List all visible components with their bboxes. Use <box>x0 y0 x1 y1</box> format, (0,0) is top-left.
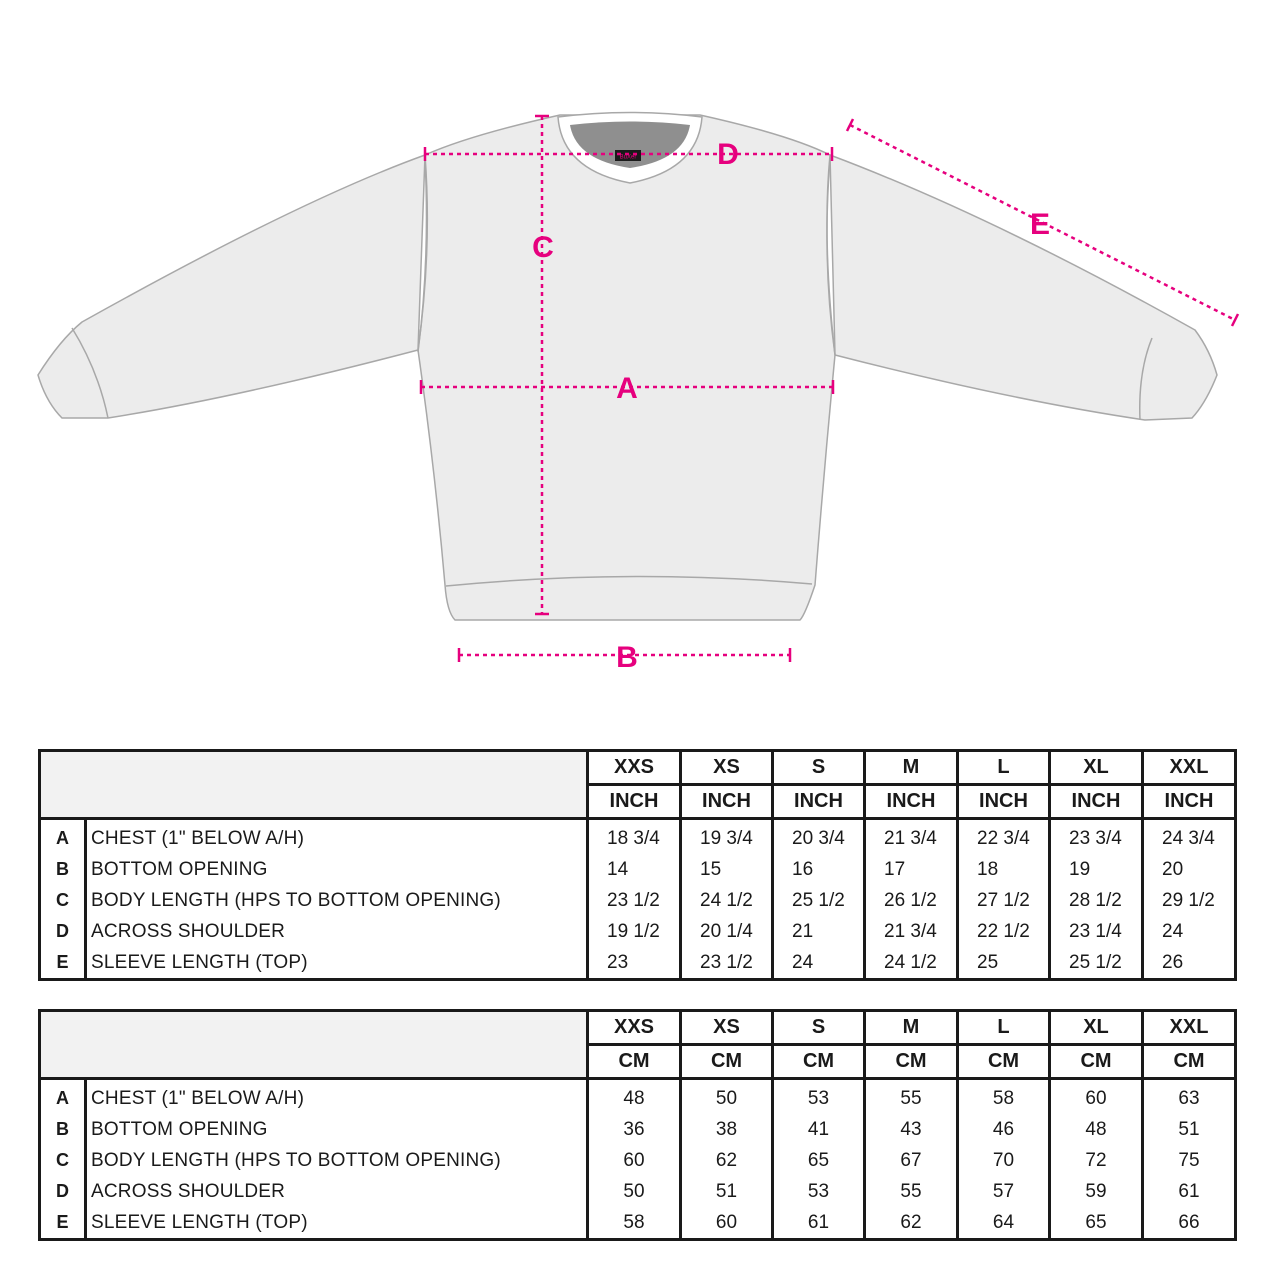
table-cell: 67 <box>865 1145 958 1176</box>
table-cell: 22 1/2 <box>958 916 1050 947</box>
size-header-row <box>40 1011 1236 1045</box>
table-cell: 24 <box>1162 920 1184 942</box>
table-cell: 17 <box>865 854 958 885</box>
table-cell: 28 1/2 <box>1050 885 1143 916</box>
table-cell: 50 <box>588 1176 681 1207</box>
unit-header: CM <box>958 1045 1050 1079</box>
table-cell: 24 1/2 <box>681 885 773 916</box>
table-cell: 19 1/2 <box>588 916 681 947</box>
table-cell: 18 <box>958 854 1050 885</box>
table-cell: 24 1/2 <box>865 947 958 980</box>
table-cell: 60 <box>681 1207 773 1240</box>
unit-header: CM <box>1050 1045 1143 1079</box>
table-cell: 26 <box>1162 951 1184 973</box>
table-cell: 38 <box>681 1114 773 1145</box>
table-cell: 21 <box>773 916 865 947</box>
row-letter: C <box>40 885 86 916</box>
row-letter: B <box>40 854 86 885</box>
table-cell: 55 <box>865 1176 958 1207</box>
table-cell: 23 <box>588 947 681 980</box>
size-header: XXL <box>1143 751 1236 785</box>
table-cell: 61 <box>1178 1180 1200 1202</box>
size-header: XS <box>681 751 773 785</box>
table-cell: 55 <box>865 1079 958 1115</box>
table-cell: 23 1/2 <box>588 885 681 916</box>
table-row <box>40 947 1236 980</box>
unit-header: INCH <box>958 785 1050 819</box>
table-cell: 24 <box>773 947 865 980</box>
table-row <box>40 819 1236 855</box>
table-cell: 20 1/4 <box>681 916 773 947</box>
table-cell: 51 <box>1178 1118 1200 1140</box>
size-header: XXS <box>588 751 681 785</box>
table-cell: 57 <box>958 1176 1050 1207</box>
table-row <box>40 1079 1236 1115</box>
table-cell: 58 <box>588 1207 681 1240</box>
table-corner <box>40 1011 588 1079</box>
table-cell: 23 1/2 <box>681 947 773 980</box>
row-letter: D <box>40 1176 86 1207</box>
table-cell: 65 <box>773 1145 865 1176</box>
table-row <box>40 854 1236 885</box>
sweatshirt-illustration <box>38 113 1217 621</box>
table-cell: 59 <box>1050 1176 1143 1207</box>
table-cell: 25 1/2 <box>1050 947 1143 980</box>
dim-label-d: D <box>717 138 739 171</box>
row-letter: E <box>40 1207 86 1240</box>
row-label: SLEEVE LENGTH (TOP) <box>86 947 588 980</box>
table-cell: 27 1/2 <box>958 885 1050 916</box>
table-cell: 50 <box>681 1079 773 1115</box>
table-row <box>40 1207 1236 1240</box>
size-header: L <box>958 751 1050 785</box>
table-cell: 62 <box>865 1207 958 1240</box>
row-label: BOTTOM OPENING <box>86 1114 588 1145</box>
table-cell: 66 <box>1178 1211 1200 1233</box>
table-cell: 20 3/4 <box>773 819 865 855</box>
neck-tape-label: BuXer <box>619 154 637 161</box>
row-label: CHEST (1" BELOW A/H) <box>86 819 588 855</box>
table-cell: 46 <box>958 1114 1050 1145</box>
table-cell: 58 <box>958 1079 1050 1115</box>
table-cell: 48 <box>588 1079 681 1115</box>
table-cell: 72 <box>1050 1145 1143 1176</box>
table-cell: 41 <box>773 1114 865 1145</box>
table-corner <box>40 751 588 819</box>
table-cell: 15 <box>681 854 773 885</box>
table-row <box>40 1145 1236 1176</box>
table-cell: 62 <box>681 1145 773 1176</box>
row-letter: D <box>40 916 86 947</box>
unit-header: INCH <box>1143 785 1236 819</box>
table-cell: 53 <box>773 1079 865 1115</box>
right-sleeve <box>830 155 1217 420</box>
size-table-cm <box>38 1009 1237 1241</box>
size-header: S <box>773 1011 865 1045</box>
table-cell: 36 <box>588 1114 681 1145</box>
dim-label-a: A <box>616 372 638 405</box>
row-letter: B <box>40 1114 86 1145</box>
size-header: M <box>865 1011 958 1045</box>
table-cell: 23 3/4 <box>1050 819 1143 855</box>
row-label: ACROSS SHOULDER <box>86 916 588 947</box>
unit-header: CM <box>865 1045 958 1079</box>
table-row <box>40 885 1236 916</box>
dim-label-b: B <box>616 641 638 674</box>
size-table-inch <box>38 749 1237 981</box>
table-cell: 14 <box>588 854 681 885</box>
table-cell: 21 3/4 <box>865 819 958 855</box>
table-cell: 19 <box>1050 854 1143 885</box>
table-cell: 20 <box>1162 858 1184 880</box>
table-cell: 63 <box>1178 1087 1200 1109</box>
table-cell: 53 <box>773 1176 865 1207</box>
table-cell: 43 <box>865 1114 958 1145</box>
size-header-row <box>40 751 1236 785</box>
table-cell: 65 <box>1050 1207 1143 1240</box>
table-cell: 61 <box>773 1207 865 1240</box>
size-header: XXL <box>1143 1011 1236 1045</box>
table-cell: 24 3/4 <box>1162 827 1215 849</box>
body <box>418 115 835 620</box>
table-cell: 18 3/4 <box>588 819 681 855</box>
table-row <box>40 1176 1236 1207</box>
table-cell: 19 3/4 <box>681 819 773 855</box>
table-cell: 51 <box>681 1176 773 1207</box>
unit-header: INCH <box>773 785 865 819</box>
row-label: BODY LENGTH (HPS TO BOTTOM OPENING) <box>86 885 588 916</box>
table-row <box>40 916 1236 947</box>
unit-header: CM <box>681 1045 773 1079</box>
row-label: BODY LENGTH (HPS TO BOTTOM OPENING) <box>86 1145 588 1176</box>
table-cell: 64 <box>958 1207 1050 1240</box>
row-letter: C <box>40 1145 86 1176</box>
row-letter: E <box>40 947 86 980</box>
table-cell: 25 <box>958 947 1050 980</box>
row-label: ACROSS SHOULDER <box>86 1176 588 1207</box>
size-header: XS <box>681 1011 773 1045</box>
size-header: XL <box>1050 751 1143 785</box>
dim-label-c: C <box>532 231 554 264</box>
size-header: XL <box>1050 1011 1143 1045</box>
row-letter: A <box>40 819 86 855</box>
size-header: S <box>773 751 865 785</box>
size-header: XXS <box>588 1011 681 1045</box>
unit-header: CM <box>773 1045 865 1079</box>
row-letter: A <box>40 1079 86 1115</box>
unit-header: CM <box>1143 1045 1236 1079</box>
table-cell: 48 <box>1050 1114 1143 1145</box>
table-cell: 70 <box>958 1145 1050 1176</box>
table-cell: 60 <box>1050 1079 1143 1115</box>
table-cell: 16 <box>773 854 865 885</box>
table-cell: 29 1/2 <box>1162 889 1215 911</box>
table-cell: 75 <box>1178 1149 1200 1171</box>
dim-label-e: E <box>1029 208 1051 241</box>
table-row <box>40 1114 1236 1145</box>
table-cell: 21 3/4 <box>865 916 958 947</box>
table-cell: 25 1/2 <box>773 885 865 916</box>
size-header: L <box>958 1011 1050 1045</box>
unit-header: INCH <box>1050 785 1143 819</box>
row-label: SLEEVE LENGTH (TOP) <box>86 1207 588 1240</box>
table-cell: 23 1/4 <box>1050 916 1143 947</box>
table-cell: 22 3/4 <box>958 819 1050 855</box>
table-cell: 26 1/2 <box>865 885 958 916</box>
table-cell: 60 <box>588 1145 681 1176</box>
unit-header: INCH <box>681 785 773 819</box>
unit-header: INCH <box>588 785 681 819</box>
unit-header: CM <box>588 1045 681 1079</box>
row-label: CHEST (1" BELOW A/H) <box>86 1079 588 1115</box>
unit-header: INCH <box>865 785 958 819</box>
size-header: M <box>865 751 958 785</box>
row-label: BOTTOM OPENING <box>86 854 588 885</box>
